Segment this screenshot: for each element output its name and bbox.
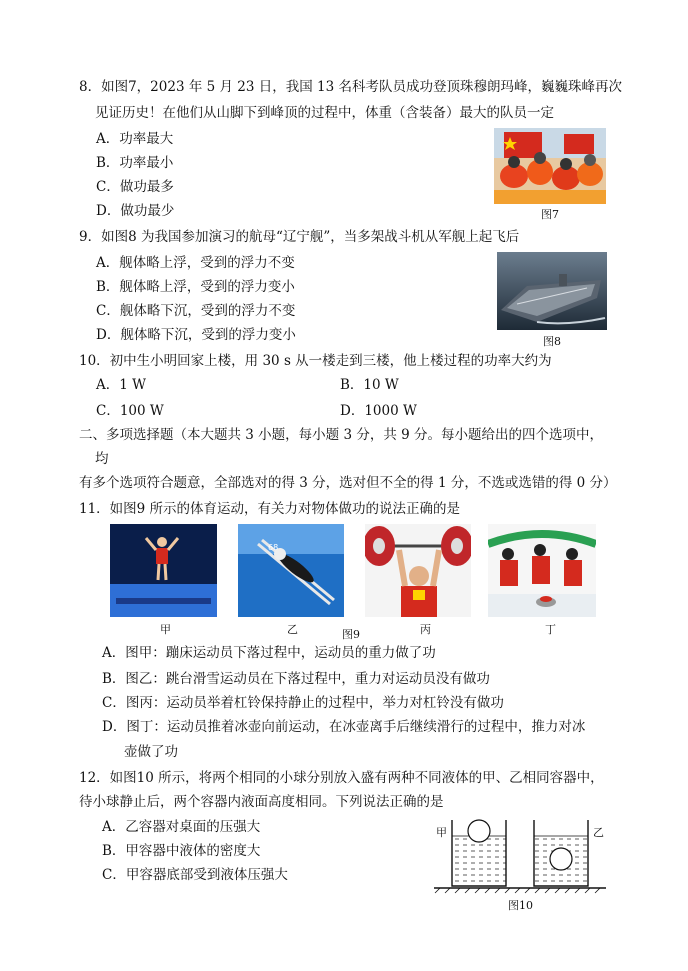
q10-option-d: D．1000 W [340, 403, 417, 419]
q8-option-a: A．功率最大 [96, 131, 174, 147]
q12-stem-line1: 12．如图10 所示，将两个相同的小球分别放入盛有两种不同液体的甲、乙相同容器中， [79, 770, 604, 786]
section2-line3: 有多个选项符合题意，全部选对的得 3 分，选对但不全的得 1 分，不选或选错的得 0 分） [79, 475, 617, 491]
q10-option-c: C．100 W [96, 403, 164, 419]
q12-option-b: B．甲容器中液体的密度大 [102, 843, 261, 859]
q12-option-a: A．乙容器对桌面的压强大 [102, 819, 261, 835]
figure9-trampoline-photo [110, 524, 217, 617]
q11-option-b: B．图乙：跳台滑雪运动员在下落过程中，重力对运动员没有做功 [102, 671, 490, 687]
container-label-yi: 乙 [593, 826, 604, 839]
figure9-label-yi: 乙 [287, 623, 298, 636]
q11-option-c: C．图丙：运动员举着杠铃保持静止的过程中，举力对杠铃没有做功 [102, 695, 504, 711]
q12-option-c: C．甲容器底部受到液体压强大 [102, 867, 288, 883]
figure10-containers-diagram [430, 812, 610, 896]
q11-option-d: D．图丁：运动员推着冰壶向前运动，在冰壶离手后继续滑行的过程中，推力对冰 [102, 719, 586, 735]
q8-stem-line2: 见证历史！在他们从山脚下到峰顶的过程中，体重（含装备）最大的队员一定 [95, 105, 554, 121]
section2-line2: 均 [95, 451, 109, 467]
figure9-ski-jump-photo [238, 524, 344, 617]
q12-stem-line2: 待小球静止后，两个容器内液面高度相同。下列说法正确的是 [79, 794, 444, 810]
q9-option-b: B．舰体略上浮，受到的浮力变小 [96, 279, 295, 295]
figure8-label: 图8 [543, 335, 561, 348]
figure9-label-ding: 丁 [545, 623, 556, 636]
q10-stem: 10．初中生小明回家上楼，用 30 s 从一楼走到三楼，他上楼过程的功率大约为 [79, 353, 552, 369]
figure7-climbers-photo [494, 128, 606, 204]
q8-option-b: B．功率最小 [96, 155, 174, 171]
figure7-label: 图7 [541, 208, 559, 221]
q9-option-c: C．舰体略下沉，受到的浮力不变 [96, 303, 296, 319]
q10-option-a: A．1 W [96, 377, 147, 393]
svg-text:68: 68 [268, 543, 279, 552]
container-label-jia: 甲 [436, 826, 447, 839]
q10-option-b: B．10 W [340, 377, 399, 393]
q9-option-a: A．舰体略上浮，受到的浮力不变 [96, 255, 295, 271]
q8-option-c: C．做功最多 [96, 179, 174, 195]
q11-option-a: A．图甲：蹦床运动员下落过程中，运动员的重力做了功 [102, 645, 436, 661]
q8-option-d: D．做功最少 [96, 203, 175, 219]
figure8-carrier-photo [497, 252, 607, 330]
figure9-curling-photo [488, 524, 596, 617]
figure9-label-jia: 甲 [160, 623, 171, 636]
q11-stem: 11．如图9 所示的体育运动，有关力对物体做功的说法正确的是 [79, 501, 461, 517]
q8-stem-line1: 8．如图7，2023 年 5 月 23 日，我国 13 名科考队员成功登顶珠穆朗玛峰，巍巍珠峰再次 [79, 79, 623, 95]
q9-option-d: D．舰体略下沉，受到的浮力变小 [96, 327, 296, 343]
figure9-label: 图9 [342, 628, 360, 641]
figure10-label: 图10 [508, 899, 533, 912]
figure9-label-bing: 丙 [420, 623, 431, 636]
figure9-weightlifting-photo [365, 524, 471, 617]
q9-stem: 9．如图8 为我国参加演习的航母“辽宁舰”，当多架战斗机从军舰上起飞后 [79, 229, 520, 245]
section2-line1: 二、多项选择题（本大题共 3 小题，每小题 3 分，共 9 分。每小题给出的四个选项中， [79, 427, 604, 443]
q11-option-d-cont: 壶做了功 [124, 744, 178, 760]
